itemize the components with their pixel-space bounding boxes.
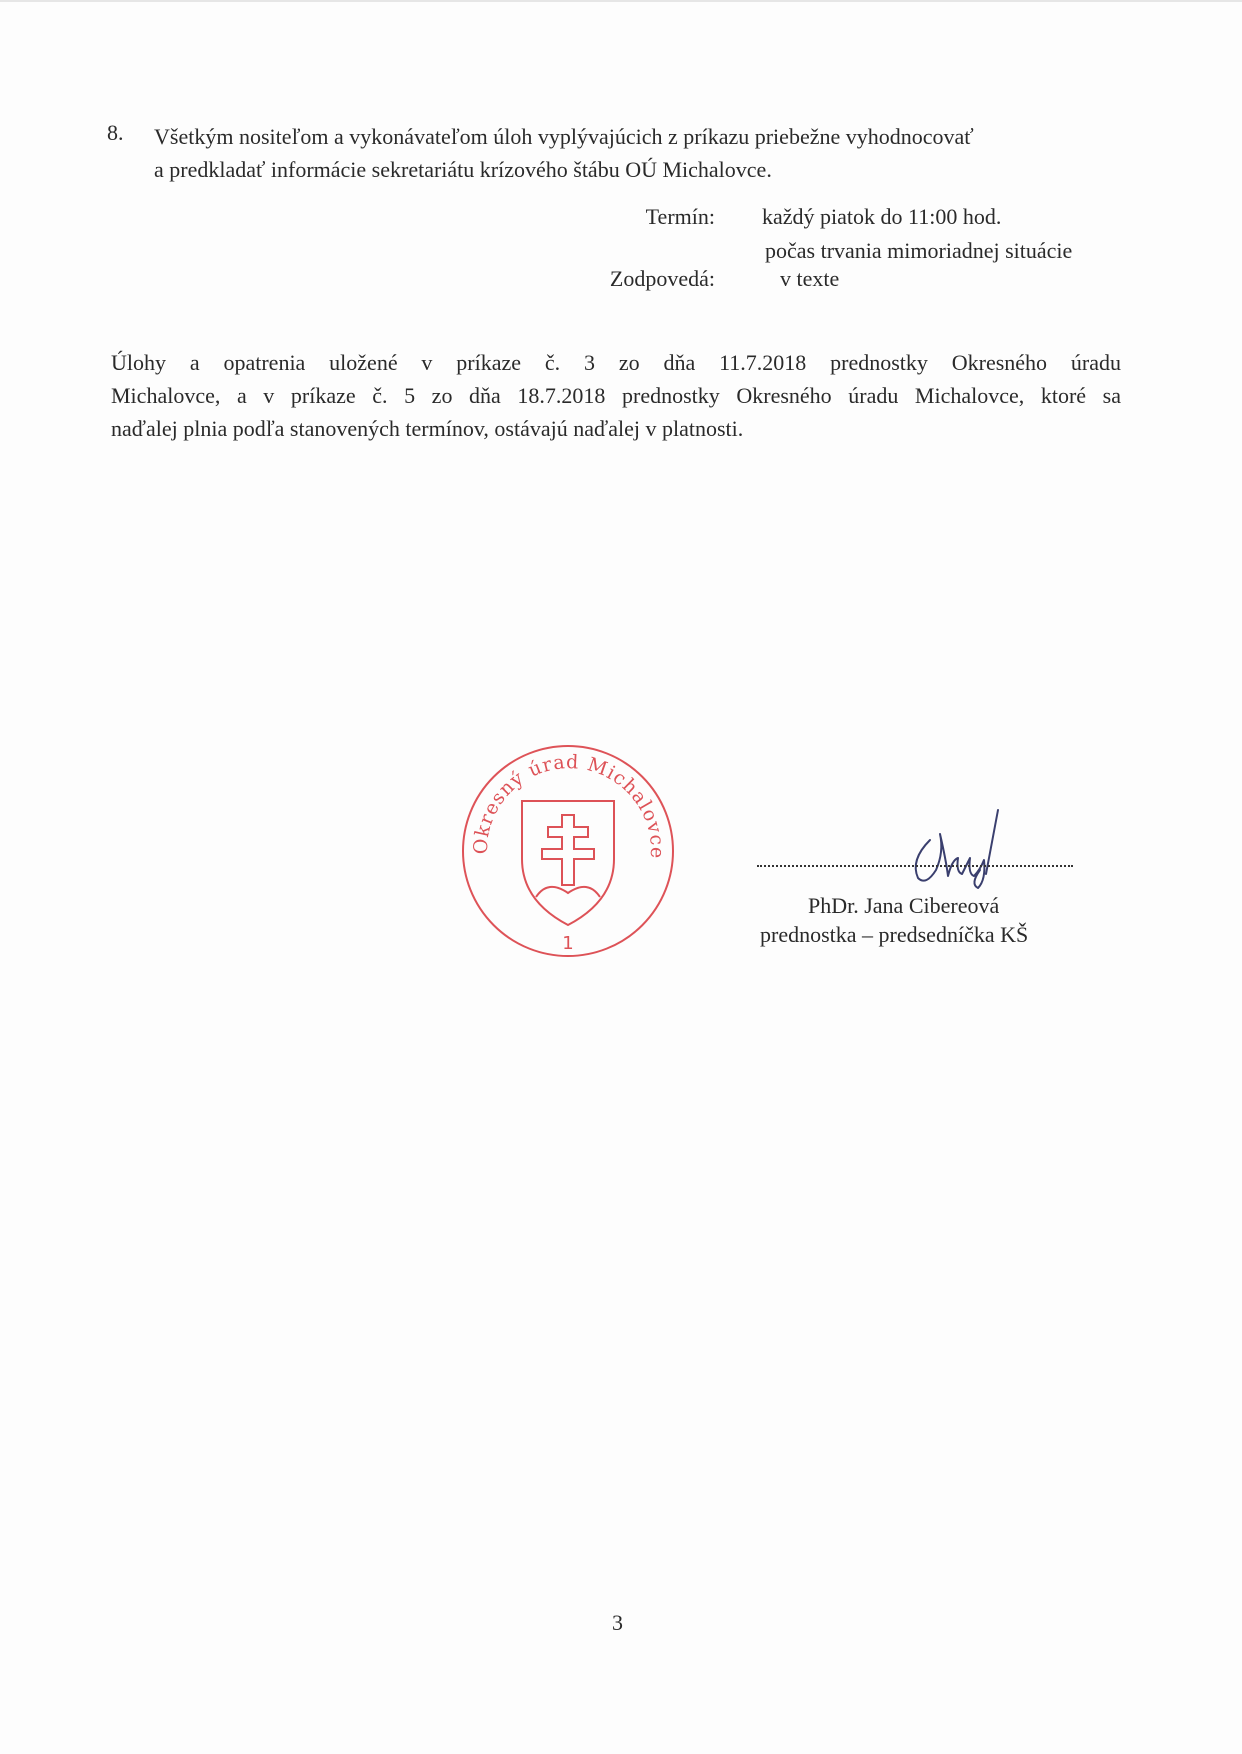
svg-text:Okresný úrad Michalovce: Okresný úrad Michalovce <box>469 751 669 860</box>
page-edge <box>0 0 1242 2</box>
termin-value-2: počas trvania mimoriadnej situácie <box>765 238 1073 263</box>
handwritten-signature <box>900 800 1010 890</box>
official-stamp <box>458 741 678 961</box>
paragraph-line-1: Úlohy a opatrenia uložené v príkaze č. 3 zo dňa 11.7.2018 prednostky Okresného úradu <box>111 350 1121 375</box>
termin-label: Termín: <box>645 204 715 229</box>
validity-paragraph <box>111 346 1121 445</box>
signature-line <box>757 862 1073 867</box>
signatory-role: prednostka – predsedníčka KŠ <box>760 922 1029 947</box>
item-8-line-1: Všetkým nositeľom a vykonávateľom úloh vyplývajúcich z príkazu priebežne vyhodnocovať <box>154 124 974 149</box>
paragraph-line-2: Michalovce, a v príkaze č. 5 zo dňa 18.7.2018 prednostky Okresného úradu Michalovce, ktoré sa <box>111 383 1121 408</box>
item-8-line-2: a predkladať informácie sekretariátu krízového štábu OÚ Michalovce. <box>154 157 772 182</box>
page-number: 3 <box>612 1610 623 1635</box>
item-number: 8. <box>107 120 124 145</box>
termin-value-1: každý piatok do 11:00 hod. <box>762 204 1002 229</box>
svg-text:1: 1 <box>562 933 574 954</box>
zodpoveda-label: Zodpovedá: <box>609 266 715 291</box>
signatory-name: PhDr. Jana Cibereová <box>808 893 1000 918</box>
paragraph-line-3: naďalej plnia podľa stanovených termínov, ostávajú naďalej v platnosti. <box>111 416 744 441</box>
item-8-text <box>154 120 1144 186</box>
zodpoveda-value: v texte <box>780 266 840 291</box>
